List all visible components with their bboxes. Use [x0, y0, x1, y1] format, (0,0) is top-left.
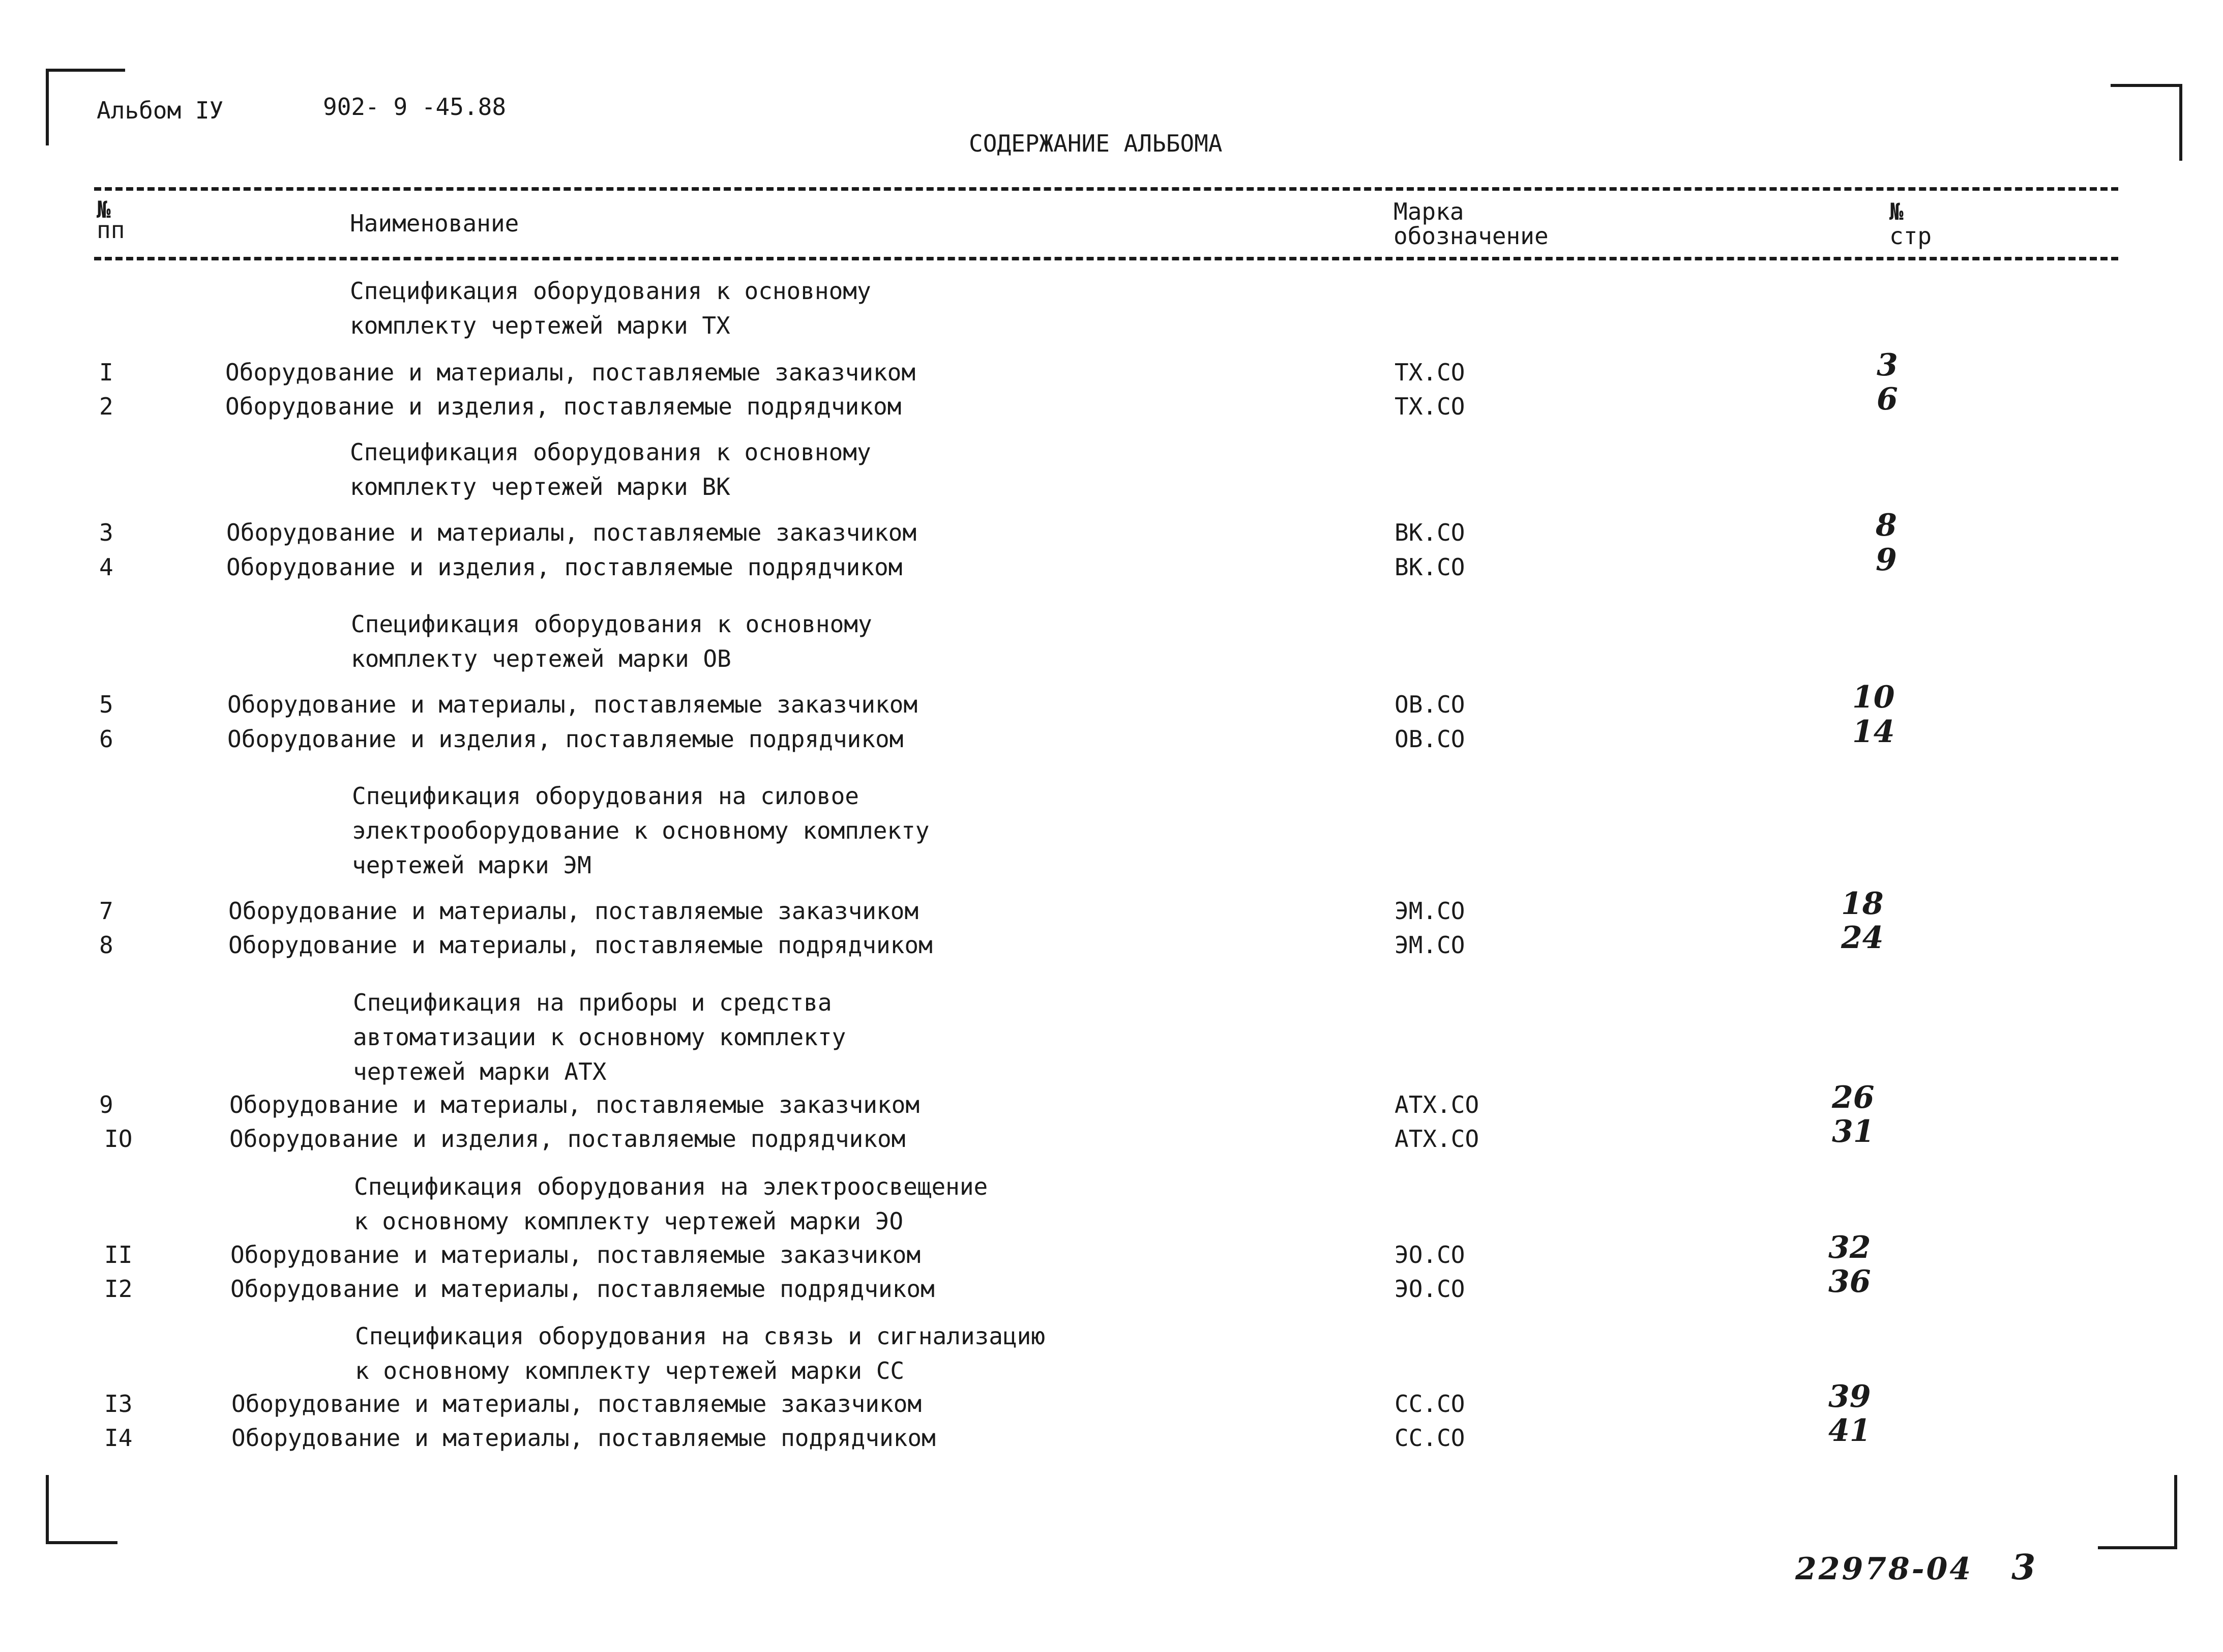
row-number: 7: [99, 897, 113, 925]
section-heading: Спецификация оборудования на связь и сигнализацию: [355, 1322, 1046, 1350]
col-page-header: [1889, 199, 1932, 248]
row-mark: ЭО.СО: [1395, 1241, 1465, 1268]
col-name-header: Наименование: [350, 210, 519, 237]
row-mark: ЭМ.СО: [1395, 931, 1465, 959]
row-page: 9: [1876, 542, 1897, 578]
section-heading: электрооборудование к основному комплекту: [352, 817, 930, 844]
row-name: Оборудование и материалы, поставляемые подрядчиком: [228, 931, 933, 959]
row-number: II: [104, 1241, 133, 1268]
row-name: Оборудование и материалы, поставляемые заказчиком: [229, 1091, 920, 1118]
row-number: IО: [104, 1125, 133, 1153]
row-mark: ВК.СО: [1395, 553, 1465, 581]
section-heading: к основному комплекту чертежей марки СС: [355, 1357, 905, 1384]
row-number: I3: [104, 1390, 133, 1418]
row-number: I: [99, 359, 113, 386]
row-name: Оборудование и изделия, поставляемые подрядчиком: [226, 553, 903, 581]
row-name: Оборудование и материалы, поставляемые заказчиком: [228, 897, 919, 925]
row-page: 14: [1852, 714, 1895, 750]
header-top-rule: [94, 187, 2118, 191]
row-number: I4: [104, 1424, 133, 1452]
row-name: Оборудование и изделия, поставляемые подрядчиком: [225, 393, 902, 420]
row-name: Оборудование и материалы, поставляемые заказчиком: [227, 691, 918, 718]
col-page-header-line1: №: [1889, 198, 1904, 225]
row-name: Оборудование и изделия, поставляемые подрядчиком: [227, 725, 904, 753]
row-number: 3: [99, 519, 113, 546]
row-page: 31: [1832, 1114, 1875, 1149]
col-mark-header-line2: обозначение: [1394, 222, 1549, 250]
row-number: I2: [104, 1275, 133, 1303]
row-page: 32: [1828, 1230, 1871, 1265]
row-page: 39: [1828, 1379, 1871, 1414]
row-name: Оборудование и материалы, поставляемые заказчиком: [226, 519, 917, 546]
row-mark: ЭО.СО: [1395, 1275, 1465, 1303]
section-heading: Спецификация оборудования к основному: [350, 277, 871, 305]
corner-mark-top-right: [2111, 84, 2182, 161]
page-title: СОДЕРЖАНИЕ АЛЬБОМА: [969, 130, 1223, 157]
row-mark: ОВ.СО: [1395, 691, 1465, 718]
section-heading: к основному комплекту чертежей марки ЭО: [354, 1207, 904, 1235]
row-name: Оборудование и изделия, поставляемые подрядчиком: [229, 1125, 906, 1153]
project-code: 902- 9 -45.88: [323, 93, 507, 121]
section-heading: чертежей марки АТХ: [353, 1058, 607, 1085]
section-heading: Спецификация оборудования на электроосвещение: [354, 1173, 988, 1200]
header-bottom-rule: [94, 257, 2118, 260]
row-page: 3: [1877, 347, 1898, 383]
corner-mark-bottom-right: [2098, 1475, 2177, 1549]
col-mark-header-line1: Марка: [1394, 198, 1464, 225]
section-heading: комплекту чертежей марки ОВ: [351, 645, 731, 672]
section-heading: чертежей марки ЭМ: [352, 851, 591, 879]
row-number: 4: [99, 553, 113, 581]
row-mark: ТХ.СО: [1395, 359, 1465, 386]
col-num-header-line1: №: [97, 196, 111, 223]
corner-mark-bottom-left: [46, 1475, 117, 1544]
row-number: 5: [99, 691, 113, 718]
section-heading: комплекту чертежей марки ТХ: [350, 312, 730, 339]
document-number: 22978-04: [1795, 1551, 1973, 1587]
section-heading: Спецификация оборудования на силовое: [352, 782, 859, 810]
row-mark: СС.СО: [1395, 1424, 1465, 1452]
col-mark-header: [1394, 199, 1549, 248]
row-page: 6: [1877, 381, 1898, 417]
row-number: 6: [99, 725, 113, 753]
section-heading: автоматизации к основному комплекту: [353, 1023, 846, 1051]
section-heading: Спецификация на приборы и средства: [353, 989, 832, 1016]
row-mark: ОВ.СО: [1395, 725, 1465, 753]
row-number: 2: [99, 393, 113, 420]
row-mark: СС.СО: [1395, 1390, 1465, 1418]
row-name: Оборудование и материалы, поставляемые подрядчиком: [231, 1424, 936, 1452]
col-page-header-line2: стр: [1889, 222, 1932, 250]
row-name: Оборудование и материалы, поставляемые подрядчиком: [230, 1275, 935, 1303]
row-number: 9: [99, 1091, 113, 1118]
sheet-number: 3: [2011, 1547, 2036, 1588]
section-heading: комплекту чертежей марки ВК: [350, 473, 730, 500]
section-heading: Спецификация оборудования к основному: [351, 610, 872, 638]
row-page: 36: [1828, 1264, 1871, 1300]
row-number: 8: [99, 931, 113, 959]
album-label: Альбом IУ: [97, 97, 224, 124]
col-num-header-line2: пп: [97, 216, 125, 244]
row-page: 10: [1852, 680, 1895, 715]
row-page: 24: [1841, 920, 1884, 956]
row-page: 8: [1876, 508, 1897, 543]
row-name: Оборудование и материалы, поставляемые заказчиком: [225, 359, 916, 386]
row-page: 26: [1832, 1080, 1875, 1115]
row-mark: ТХ.СО: [1395, 393, 1465, 420]
row-page: 41: [1828, 1413, 1871, 1449]
row-name: Оборудование и материалы, поставляемые заказчиком: [230, 1241, 921, 1268]
row-name: Оборудование и материалы, поставляемые заказчиком: [231, 1390, 922, 1418]
section-heading: Спецификация оборудования к основному: [350, 438, 871, 466]
col-num-header: [97, 196, 125, 244]
row-mark: ВК.СО: [1395, 519, 1465, 546]
row-mark: ЭМ.СО: [1395, 897, 1465, 925]
row-mark: АТХ.СО: [1395, 1125, 1479, 1153]
row-mark: АТХ.СО: [1395, 1091, 1479, 1118]
row-page: 18: [1841, 886, 1884, 922]
